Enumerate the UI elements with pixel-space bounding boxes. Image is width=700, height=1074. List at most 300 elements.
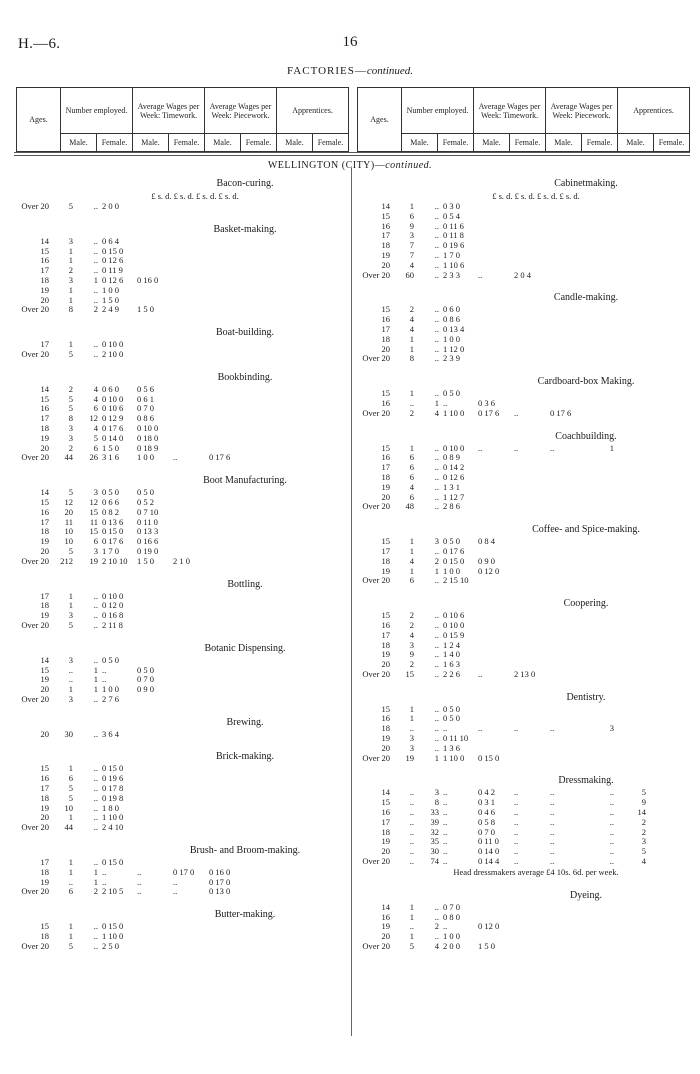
cell (548, 483, 584, 493)
cell: 1 12 0 (443, 343, 465, 354)
cell (273, 858, 305, 868)
cell (614, 473, 646, 483)
cell: 14 (40, 383, 49, 394)
cell: 0 10 0 (102, 339, 124, 350)
cell: 20 (381, 491, 390, 502)
cell (273, 350, 305, 360)
industry-section (356, 888, 696, 952)
cell: 20 (40, 684, 49, 695)
cell (171, 340, 207, 350)
cell (548, 493, 584, 503)
cell: .. (409, 807, 414, 818)
cell: 2 11 8 (102, 619, 123, 630)
cell: 1 7 0 (102, 545, 119, 556)
cell (135, 340, 171, 350)
industry-section (15, 577, 355, 631)
cell (135, 932, 171, 942)
cell (512, 473, 548, 483)
table-row (15, 434, 355, 444)
cell: 1 (409, 536, 414, 547)
hdr-number-employed: Number employed. (402, 88, 474, 134)
cell: 6 (68, 773, 73, 784)
cell (171, 942, 207, 952)
industry-title: Dyeing. (570, 889, 602, 901)
cell: .. (478, 442, 483, 453)
cell (207, 256, 243, 266)
cell: .. (443, 807, 448, 818)
cell: 30 (430, 846, 439, 857)
industry-section (15, 325, 355, 360)
cell (584, 932, 614, 942)
cell: 17 (40, 590, 49, 601)
cell: 0 3 1 (478, 797, 495, 808)
cell (273, 518, 305, 528)
cell: 3 (409, 742, 414, 753)
cell (135, 823, 171, 833)
cell: .. (93, 245, 98, 256)
cell (171, 286, 207, 296)
cell: .. (434, 471, 439, 482)
cell (243, 675, 273, 685)
cell: Over 20 (21, 693, 49, 704)
cell: 7 (409, 240, 414, 251)
cell (584, 611, 614, 621)
cell: 3 (93, 545, 98, 556)
cell (512, 212, 548, 222)
industry-title: Cabinetmaking. (554, 178, 618, 189)
cell: 0 16 8 (102, 610, 124, 621)
cell: 1 (409, 911, 414, 922)
cell: 19 (381, 733, 390, 744)
cell (476, 576, 512, 586)
cell (548, 222, 584, 232)
cell (273, 601, 305, 611)
industry-title: Bacon-curing. (216, 178, 274, 189)
cell (614, 641, 646, 651)
cell: 0 11 10 (443, 733, 469, 744)
cell (207, 527, 243, 537)
cell: .. (68, 876, 73, 887)
cell: .. (137, 886, 142, 897)
cell: 5 (68, 545, 73, 556)
cell: 1 0 0 (443, 931, 460, 942)
cell (614, 576, 646, 586)
cell (476, 641, 512, 651)
cell: 1 12 7 (443, 491, 465, 502)
cell (548, 502, 584, 512)
cell: .. (93, 348, 98, 359)
city-italic: continued. (385, 160, 433, 171)
cell: .. (434, 388, 439, 399)
cell (171, 537, 207, 547)
cell (273, 887, 305, 897)
cell: 0 13 0 (209, 886, 231, 897)
cell: .. (434, 575, 439, 586)
cell: .. (514, 826, 519, 837)
cell: 15 (405, 668, 414, 679)
cell: 1 (68, 600, 73, 611)
cell (243, 276, 273, 286)
cell (614, 444, 646, 454)
cell: 2 3 3 (443, 269, 460, 280)
cell: 14 (637, 807, 646, 818)
cell (548, 389, 584, 399)
cell (207, 266, 243, 276)
cell (548, 354, 584, 364)
cell (207, 305, 243, 315)
cell: 1 (409, 565, 414, 576)
cell (207, 730, 243, 740)
hdr-female: Female. (510, 134, 546, 152)
table-row (15, 256, 355, 266)
cell (548, 202, 584, 212)
cell: 0 8 6 (137, 413, 154, 424)
cell: 2 (641, 826, 646, 837)
cell: 0 10 6 (102, 403, 124, 414)
cell: 0 5 0 (443, 703, 460, 714)
cell (135, 813, 171, 823)
cell: .. (102, 674, 107, 685)
hdr-male: Male. (402, 134, 438, 152)
cell: 0 12 0 (102, 600, 124, 611)
cell: .. (443, 797, 448, 808)
table-row (356, 705, 696, 715)
cell: 1 6 3 (443, 659, 460, 670)
left-column (15, 176, 355, 962)
hdr-apprentices: Apprentices. (618, 88, 690, 134)
cell (614, 493, 646, 503)
table-row (356, 903, 696, 913)
table-row (356, 537, 696, 547)
cell (207, 247, 243, 257)
cell (207, 592, 243, 602)
table-row (356, 557, 696, 567)
cell: .. (93, 610, 98, 621)
cell: .. (550, 787, 555, 798)
cell: .. (443, 397, 448, 408)
cell: 0 17 0 (209, 876, 231, 887)
cell: 16 (381, 314, 390, 325)
cell (584, 305, 614, 315)
cell (614, 502, 646, 512)
table-row (15, 730, 355, 740)
cell (135, 611, 171, 621)
cell: 20 (381, 343, 390, 354)
cell: 11 (64, 516, 73, 527)
cell (171, 350, 207, 360)
cell (243, 942, 273, 952)
cell: Over 20 (362, 856, 390, 867)
cell: 15 (40, 921, 49, 932)
cell (171, 305, 207, 315)
cell: Over 20 (21, 452, 49, 463)
cell: 19 (405, 752, 414, 763)
hdr-avg-timework: Average Wages per Week: Timework. (133, 88, 205, 134)
cell (207, 656, 243, 666)
cell: 0 15 0 (102, 921, 124, 932)
table-row (356, 315, 696, 325)
cell (171, 202, 207, 212)
cell (548, 212, 584, 222)
cell: .. (550, 846, 555, 857)
cell: .. (550, 807, 555, 818)
cell (476, 473, 512, 483)
industry-title: Cardboard-box Making. (537, 376, 635, 388)
cell (243, 286, 273, 296)
cell: 9 (641, 797, 646, 808)
cell (135, 942, 171, 952)
table-row (15, 453, 355, 463)
cell: 3 (68, 235, 73, 246)
cell (512, 744, 548, 754)
cell (273, 685, 305, 695)
cell (614, 705, 646, 715)
cell: .. (68, 674, 73, 685)
industry-title: Coachbuilding. (555, 430, 617, 442)
cell (548, 754, 584, 764)
cell: 5 (641, 787, 646, 798)
cell: 0 7 0 (137, 674, 154, 685)
cell (171, 237, 207, 247)
cell: 0 5 4 (443, 210, 460, 221)
cell: Over 20 (362, 941, 390, 952)
cell: 0 5 2 (137, 496, 154, 507)
cell: 0 17 6 (102, 422, 124, 433)
industry-section (356, 429, 696, 513)
cell: .. (434, 668, 439, 679)
cell: 0 6 6 (102, 496, 119, 507)
cell: .. (434, 249, 439, 260)
cell: .. (609, 826, 614, 837)
cell: 12 (64, 496, 73, 507)
cell (512, 241, 548, 251)
cell (584, 670, 614, 680)
cell (614, 631, 646, 641)
industry-title: Boat-building. (215, 327, 275, 339)
cell: 0 7 0 (443, 901, 460, 912)
cell: .. (434, 452, 439, 463)
cell (512, 493, 548, 503)
cell: 0 17 6 (550, 407, 572, 418)
cell (243, 784, 273, 794)
cell: .. (609, 846, 614, 857)
cell: 6 (409, 462, 414, 473)
cell (614, 212, 646, 222)
cell: 32 (430, 826, 439, 837)
hdr-apprentices: Apprentices. (277, 88, 349, 134)
table-row (356, 271, 696, 281)
cell (207, 932, 243, 942)
cell: 3 (93, 487, 98, 498)
cell: .. (434, 723, 439, 734)
cell (207, 286, 243, 296)
cell: 1 8 0 (102, 802, 119, 813)
cell (614, 345, 646, 355)
cell: .. (478, 723, 483, 734)
cell (243, 666, 273, 676)
cell: .. (443, 846, 448, 857)
cell (171, 685, 207, 695)
cell (243, 237, 273, 247)
cell (614, 932, 646, 942)
cell: .. (93, 812, 98, 823)
table-row (15, 922, 355, 932)
cell: .. (93, 728, 98, 739)
cell: 2 (409, 659, 414, 670)
table-row (15, 675, 355, 685)
cell: 17 (381, 629, 390, 640)
cell (207, 488, 243, 498)
cell (476, 354, 512, 364)
cell (243, 621, 273, 631)
cell: 15 (40, 496, 49, 507)
cell: .. (550, 856, 555, 867)
cell: 0 15 0 (102, 526, 124, 537)
table-row (15, 424, 355, 434)
industry-section (356, 522, 696, 586)
cell: 0 11 6 (443, 220, 464, 231)
cell: .. (514, 807, 519, 818)
cell: 19 (381, 836, 390, 847)
cell: 1 (68, 931, 73, 942)
cell: 1 (409, 713, 414, 724)
cell: 0 3 0 (443, 201, 460, 211)
cell (171, 813, 207, 823)
cell (273, 942, 305, 952)
cell (243, 444, 273, 454)
cell: .. (93, 619, 98, 630)
cell (243, 385, 273, 395)
cell (243, 305, 273, 315)
cell: .. (409, 787, 414, 798)
cell: 74 (430, 856, 439, 867)
cell: 14 (40, 654, 49, 665)
cell: 20 (381, 742, 390, 753)
cell: 0 17 6 (209, 452, 231, 463)
cell: 39 (430, 816, 439, 827)
cell (584, 409, 614, 419)
table-row (15, 414, 355, 424)
cell (243, 340, 273, 350)
cell (243, 527, 273, 537)
cell: 0 6 4 (102, 235, 119, 246)
table-row (15, 537, 355, 547)
cell: 0 15 0 (102, 763, 124, 774)
cell: .. (514, 723, 519, 734)
cell: 9 (409, 220, 414, 231)
cell: 19 (381, 481, 390, 492)
cell (476, 734, 512, 744)
cell (207, 518, 243, 528)
cell (614, 714, 646, 724)
industry-title: Bookbinding. (217, 371, 273, 383)
cell (243, 256, 273, 266)
cell: 0 12 6 (102, 274, 124, 285)
cell: 15 (89, 526, 98, 537)
cell (273, 453, 305, 463)
cell: 2 (68, 265, 73, 276)
cell: 0 5 0 (443, 388, 460, 399)
cell: 3 1 6 (102, 452, 119, 463)
cell (171, 488, 207, 498)
cell: .. (93, 773, 98, 784)
cell (273, 774, 305, 784)
cell: 2 15 10 (443, 575, 469, 586)
cell: 0 5 0 (137, 664, 154, 675)
cell (548, 641, 584, 651)
cell: 4 (409, 314, 414, 325)
cell (135, 601, 171, 611)
cell (135, 256, 171, 266)
cell: 0 14 0 (478, 846, 500, 857)
cell: 17 (40, 339, 49, 350)
cell: 17 (381, 462, 390, 473)
cell: 212 (60, 555, 73, 566)
cell (273, 922, 305, 932)
cell (207, 385, 243, 395)
cell (171, 508, 207, 518)
cell: 1 5 0 (137, 555, 154, 566)
cell: 30 (64, 728, 73, 739)
table-row (356, 641, 696, 651)
cell: 0 7 0 (478, 826, 495, 837)
cell (584, 660, 614, 670)
cell: .. (93, 590, 98, 601)
cell: .. (93, 255, 98, 266)
cell: 0 11 0 (478, 836, 499, 847)
cell: 0 8 6 (443, 314, 460, 325)
cell: 0 17 0 (173, 866, 195, 877)
cell: 3 (434, 787, 439, 798)
cell (243, 887, 273, 897)
cell (476, 251, 512, 261)
cell: 2 8 6 (443, 501, 460, 512)
cell: .. (434, 619, 439, 630)
cell (273, 784, 305, 794)
table-row (356, 231, 696, 241)
cell (548, 932, 584, 942)
hdr-ages: Ages. (358, 88, 402, 152)
cell: 6 (409, 575, 414, 586)
cell: .. (434, 481, 439, 492)
cell (171, 666, 207, 676)
cell: .. (514, 442, 519, 453)
cell: 2 (409, 619, 414, 630)
cell (584, 335, 614, 345)
cell: 4 (409, 555, 414, 566)
table-row (15, 804, 355, 814)
cell: 8 (68, 413, 73, 424)
cell: 19 (40, 876, 49, 887)
cell: 19 (40, 284, 49, 295)
cell: .. (550, 836, 555, 847)
industry-title: Brick-making. (215, 751, 275, 763)
cell: 8 (434, 797, 439, 808)
cell (171, 774, 207, 784)
industry-section (15, 749, 355, 833)
cell: 1 0 0 (443, 565, 460, 576)
cell: 2 0 0 (443, 941, 460, 952)
cell: 16 (40, 255, 49, 266)
cell (512, 231, 548, 241)
cell (207, 350, 243, 360)
cell: .. (93, 792, 98, 803)
cell: 0 7 10 (137, 506, 159, 517)
cell: 17 (381, 545, 390, 556)
city-name: WELLINGTON (CITY)— (267, 160, 386, 171)
cell (273, 488, 305, 498)
cell (476, 650, 512, 660)
